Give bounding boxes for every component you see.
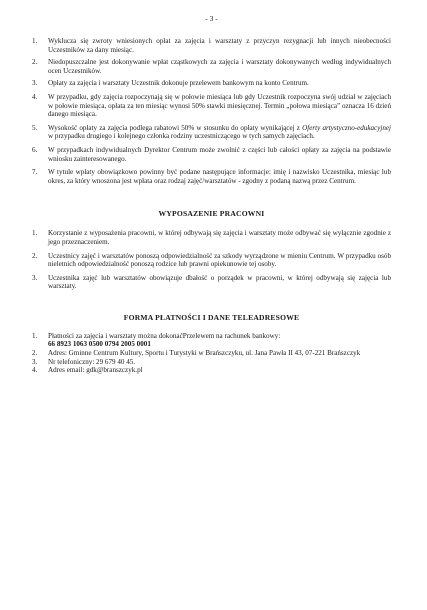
item-number: 7.	[32, 168, 38, 177]
item-number: 1.	[32, 37, 38, 45]
item-number: 1.	[32, 229, 38, 238]
list-item	[32, 274, 391, 291]
list-item	[32, 358, 391, 367]
account-intro: Płatności za zajęcia i warsztaty można dokonaćPrzelewem na rachunek bankowy:	[48, 331, 281, 340]
account-number: 66 8923 1063 0500 0794 2005 0001	[48, 340, 151, 349]
item-text-start: Wysokość opłaty za zajęcia podlega rabatowi 50% w stosunku do opłaty wynikającej z	[48, 123, 303, 132]
list-item	[32, 349, 391, 358]
item-text: Wyklucza się zwroty wniesionych opłat za zajęcia i warsztaty z przyczyn rezygnacji lub innych nieobecności Uczestników za dany miesiąc.	[48, 37, 391, 54]
item-text: Niedopuszczalne jest dokonywanie wpłat cząstkowych za zajęcia i warsztaty dokonywanych według indywidualnych ocen Uczestników.	[48, 58, 391, 75]
page-number: - 3 -	[205, 14, 218, 23]
fee-rules-list	[32, 37, 391, 185]
item-number: 3.	[32, 357, 38, 366]
item-number: 2.	[32, 251, 38, 260]
phone-text: Nr telefoniczny: 29 679 40 45.	[48, 357, 136, 366]
item-text: Uczestnika zajęć lub warsztatów obowiązuje dbałość o porządek w pracowni, w której odbywają się zajęcia lub warsztaty.	[48, 273, 391, 291]
item-number: 6.	[32, 145, 38, 154]
item-number: 4.	[32, 366, 38, 375]
item-number: 3.	[32, 273, 38, 282]
item-text: W przypadku, gdy zajęcia rozpoczynają się w połowie miesiąca lub gdy Uczestnik rozpoczyna swój udział w zajęciach w połowie miesiąca, opłata za ten miesiąc wynosi 50% stawki miesięcznej. Termin „połowa miesiąca” oznacza 16 dzień danego miesiąca.	[48, 92, 391, 119]
list-item	[32, 37, 391, 54]
list-item	[32, 79, 391, 88]
item-number: 5.	[32, 123, 38, 132]
item-number: 3.	[32, 79, 38, 88]
item-text: Korzystanie z wyposażenia pracowni, w której odbywają się zajęcia i warsztaty może odbywać się wyłącznie zgodnie z jego przeznaczeniem.	[48, 229, 391, 246]
item-number: 1.	[32, 331, 38, 340]
payment-list	[32, 332, 391, 375]
item-text: Opłaty za zajęcia i warsztaty Uczestnik dokonuje przelewem bankowym na konto Centrum.	[48, 79, 309, 88]
list-item	[32, 229, 391, 246]
list-item	[32, 168, 391, 185]
item-text	[48, 332, 391, 349]
equipment-section-title: WYPOSAZENIE PRACOWNI	[158, 209, 265, 219]
item-text: W tytule wpłaty obowiązkowo powinny być podane następujące informacje: imię i nazwisko Uczestnika, miesiąc lub okres, za który wnoszona jest wpłata oraz rodzaj zajęć/warsztatów - zgodny z podaną nazwą przez Centrum.	[48, 168, 391, 185]
item-text	[48, 124, 391, 141]
list-item	[32, 146, 391, 163]
list-item	[32, 252, 391, 269]
list-item	[32, 366, 391, 375]
list-item	[32, 124, 391, 141]
item-number: 2.	[32, 349, 38, 358]
item-number: 4.	[32, 92, 38, 101]
address-text: Adres: Gminne Centrum Kultury, Sportu i Turystyki w Brańszczyku, ul. Jana Pawła II 43, 07-221 Brańszczyk	[48, 349, 361, 358]
item-text-end: w przypadku drugiego i kolejnego członka rodziny uczestniczącego w tych samych zajęciach.	[48, 132, 315, 141]
offer-title: Oferty artystyczno-edukacyjnej	[302, 123, 391, 132]
email-text: Adres email: gdk@branszczyk.pl	[48, 366, 143, 375]
item-text: W przypadkach indywidualnych Dyrektor Centrum może zwolnić z części lub całości opłaty za zajęcia na podstawie wniosku zainteresowanego.	[48, 145, 391, 163]
payment-section-title: FORMA PŁATNOŚCI I DANE TELEADRESOWE	[123, 312, 300, 322]
equipment-list	[32, 229, 391, 291]
item-text: Uczestnicy zajęć i warsztatów ponoszą odpowiedzialność za szkody wyrządzone w mieniu Centrum. W przypadku osób nieletnich odpowiedzialność ponoszą rodzice lub prawni opiekunowie tej osoby.	[48, 251, 391, 269]
list-item	[32, 93, 391, 119]
list-item	[32, 332, 391, 349]
list-item	[32, 58, 391, 75]
item-number: 2.	[32, 58, 38, 67]
